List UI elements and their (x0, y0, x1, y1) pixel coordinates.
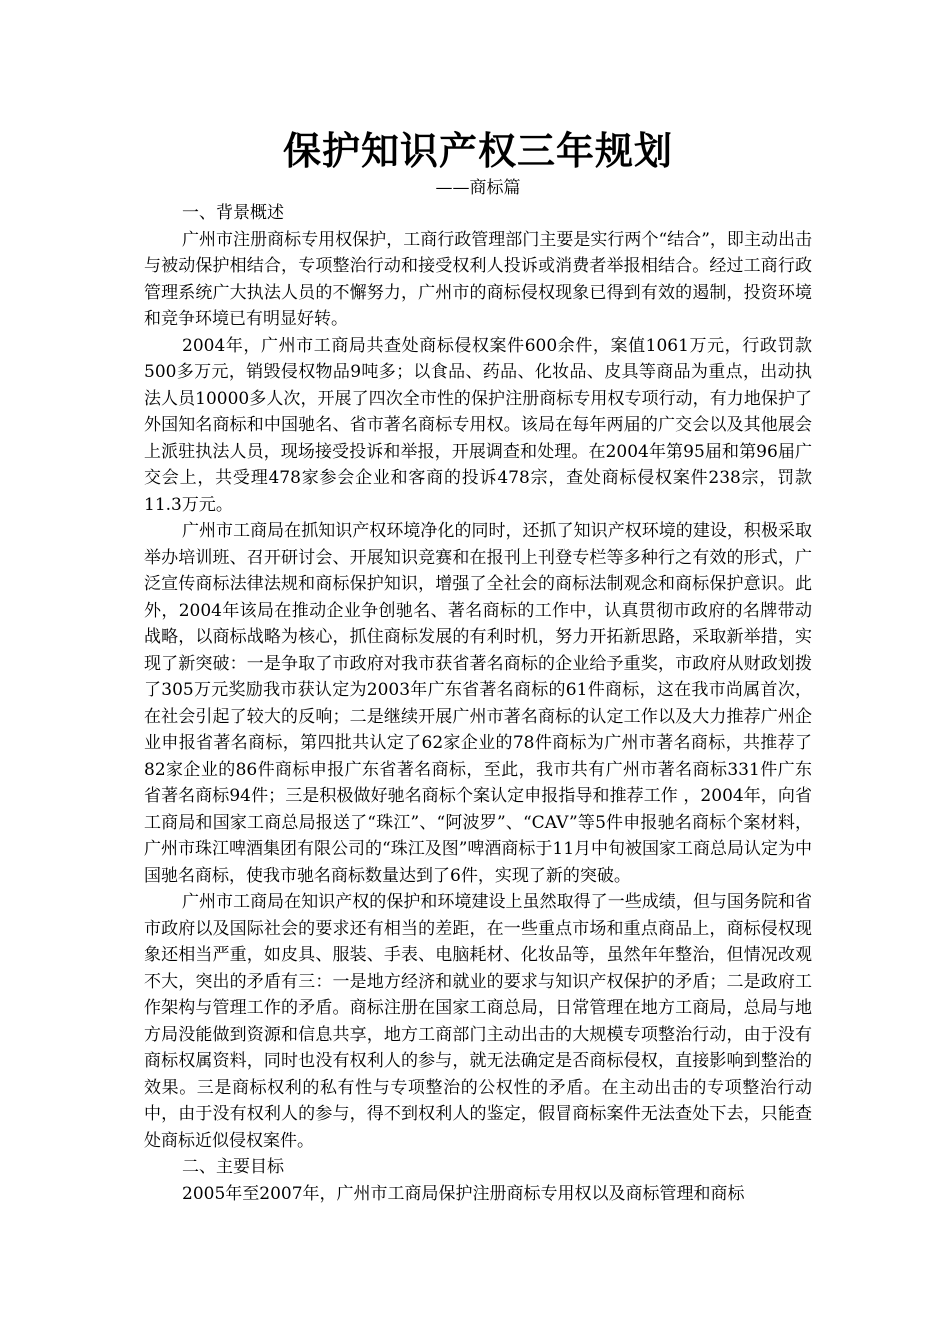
document-title: 保护知识产权三年规划 (282, 128, 673, 173)
paragraph-registration-protection: 广州市注册商标专用权保护，工商行政管理部门主要是实行两个“结合”，即主动出击与被动保护相结合，专项整治行动和接受权利人投诉或消费者举报相结合。经过工商行政管理系统广大执法人员的不懈努力，广州市的商标侵权现象已得到有效的遏制，投资环境和竞争环境已有明显好转。 (144, 229, 812, 329)
paragraph-2004-enforcement: 2004年，广州市工商局共查处商标侵权案件600余件，案值1061万元，行政罚款500多万元，销毁侵权物品9吨多；以食品、药品、化妆品、皮具等商品为重点，出动执法人员10000多人次，开展了四次全市性的保护注册商标专用权专项行动，有力地保护了外国知名商标和中国驰名、省市著名商标专用权。该局在每年两届的广交会以及其他展会上派驻执法人员，现场接受投诉和举报，开展调查和处理。在2004年第95届和第96届广交会上，共受理478家参会企业和客商的投诉478宗，查处商标侵权案件238宗，罚款11.3万元。 (144, 335, 812, 515)
paragraph-problems: 广州市工商局在知识产权的保护和环境建设上虽然取得了一些成绩，但与国务院和省市政府以及国际社会的要求还有相当的差距，在一些重点市场和重点商品上，商标侵权现象还相当严重，如皮具、服装、手表、电脑耗材、化妆品等，虽然年年整治，但情况改观不大，突出的矛盾有三：一是地方经济和就业的要求与知识产权保护的矛盾；二是政府工作架构与管理工作的矛盾。商标注册在国家工商总局，日常管理在地方工商局，总局与地方局没能做到资源和信息共享，地方工商部门主动出击的大规模专项整治行动，由于没有商标权属资料，同时也没有权利人的参与，就无法确定是否商标侵权，直接影响到整治的效果。三是商标权利的私有性与专项整治的公权性的矛盾。在主动出击的专项整治行动中，由于没有权利人的参与，得不到权利人的鉴定，假冒商标案件无法查处下去，只能查处商标近似侵权案件。 (144, 892, 812, 1151)
section-heading-background: 一、背景概述 (182, 203, 284, 223)
document-page (144, 126, 812, 1207)
document-subtitle: ——商标篇 (435, 178, 521, 198)
section-heading-goals: 二、主要目标 (182, 1157, 284, 1177)
paragraph-environment-building: 广州市工商局在抓知识产权环境净化的同时，还抓了知识产权环境的建设，积极采取举办培训班、召开研讨会、开展知识竞赛和在报刊上刊登专栏等多种行之有效的形式，广泛宣传商标法律法规和商标保护知识，增强了全社会的商标法制观念和商标保护意识。此外，2004年该局在推动企业争创驰名、著名商标的工作中，认真贯彻市政府的名牌带动战略，以商标战略为核心，抓住商标发展的有利时机，努力开拓新思路，采取新举措，实现了新突破：一是争取了市政府对我市获省著名商标的企业给予重奖，市政府从财政划拨了305万元奖励我市获认定为2003年广东省著名商标的61件商标，这在我市尚属首次，在社会引起了较大的反响；二是继续开展广州市著名商标的认定工作以及大力推荐广州企业申报省著名商标，第四批共认定了62家企业的78件商标为广州市著名商标，共推荐了82家企业的86件商标申报广东省著名商标，至此，我市共有广州市著名商标331件广东省著名商标94件；三是积极做好驰名商标个案认定申报指导和推荐工作 ，2004年，向省工商局和国家工商总局报送了“珠江”、“阿波罗”、“CAV”等5件申报驰名商标个案材料，广州市珠江啤酒集团有限公司的“珠江及图”啤酒商标于11月中旬被国家工商总局认定为中国驰名商标，使我市驰名商标数量达到了6件，实现了新的突破。 (144, 521, 813, 886)
paragraph-goals-intro: 2005年至2007年，广州市工商局保护注册商标专用权以及商标管理和商标 (182, 1183, 745, 1204)
